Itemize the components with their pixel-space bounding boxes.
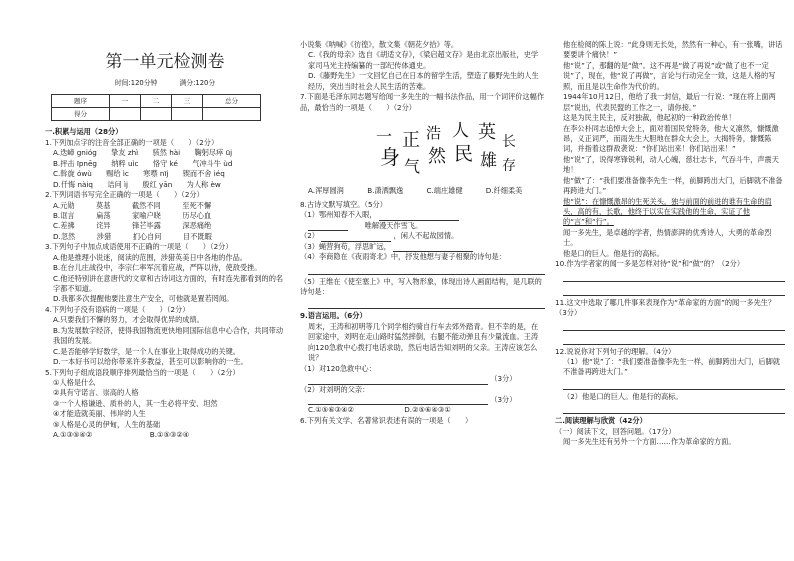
option-text: C.《我的母亲》选自《胡适文存》，《梁启超文存》是由北京出版社，史学家司马光主持编纂的一部纪传体通史。 bbox=[308, 50, 539, 70]
score-cell[interactable] bbox=[203, 108, 261, 121]
option-text: D.仟悔 nàiq 诘问 ìj 殷红 yān 为人称 èw bbox=[53, 179, 221, 189]
subsection-heading: （一）阅读下文，回答问题。（17分） bbox=[555, 426, 676, 436]
answer-line[interactable] bbox=[563, 319, 785, 331]
exam-meta bbox=[45, 79, 285, 89]
option-text: B.诓言 扁荡 家喻户晓 历尽心血 bbox=[53, 210, 212, 220]
option-text: B.抨击 īpnēg 纳粹 uìc 恪守 ké 气冲斗牛 ùd bbox=[53, 158, 233, 168]
sub-question: （2）他是口的巨人。他是行的高标。 bbox=[563, 391, 683, 401]
calligraphy-char: 人 bbox=[452, 121, 469, 142]
fill-item: （3）蝇营狗苟，浮思旷远， bbox=[300, 242, 545, 252]
sentence-item: ③一个人格谦逊、质朴的人，其一生必将平安、坦然 bbox=[53, 398, 218, 408]
fill-item: （2）对刘明的父亲： bbox=[300, 384, 370, 394]
option-text: A.迭嶂 gnióg 挚友 zhì 骇然 hài 鞠躬尽瘁 ūj bbox=[53, 148, 233, 158]
score-cell[interactable] bbox=[109, 108, 140, 121]
answer-line[interactable] bbox=[563, 378, 785, 390]
fill-item: （3分） bbox=[300, 374, 545, 384]
option-text: B.在台儿庄战役中，李宗仁率军沉着应战，严阵以待，使敌受挫。 bbox=[53, 263, 262, 273]
fill-item: （1）鄂州知春不入眼， bbox=[300, 210, 545, 220]
passage-paragraph: 1944年10月12日，他给了我一封信，最后一行说：“现在将上面两层”说出，代表民盟的工作之一，请你接。” bbox=[563, 92, 776, 112]
question-text: 2.下列词语书写完全正确的一项是（ ）（2分） bbox=[45, 190, 204, 200]
section-heading: 二.阅读理解与欣赏（42分） bbox=[555, 416, 647, 426]
calligraphy-char: 英 bbox=[478, 122, 496, 144]
option-text: D.我都多次提醒他要注意生产安全，可他就是置若罔闻。 bbox=[53, 294, 234, 304]
option-text: D.一本好书可以给你带来许多教益，甚至可以影响你的一生。 bbox=[53, 357, 248, 367]
option-text: C.他还特别讲在意唐代的文章和古诗词这方面的，有时连先都看到的的名字都不知道。 bbox=[53, 273, 284, 294]
passage-text: 周末，王涛和初明等几个同学相约骑自行车去郊外踏青。但不幸的是，在回家途中，刘明在走山路时猛然摔倒，右腿不能动弹且有少量流血。王涛向120急救中心拨打电话求助，然后电话告知刘明的父亲。王涛应该怎么说？ bbox=[308, 321, 539, 363]
fill-item: （5）王维在《使至塞上》中，写入物形象，体现出诗人画面结构，是几联的诗句是： bbox=[300, 276, 542, 296]
exam-time: 时间:120分钟 bbox=[114, 78, 158, 87]
question-text: 12.说说你对下列句子的理解。（4分） bbox=[555, 346, 676, 356]
answer-line[interactable] bbox=[563, 333, 785, 345]
exam-score: 满分:120分 bbox=[179, 78, 216, 87]
fill-item: （3分） bbox=[300, 395, 545, 405]
question-text: 11.这文中选取了哪几件事来表现作为“革命家的方面”的闻一多先生？（3分） bbox=[555, 297, 776, 318]
fill-item: （1）对120急救中心： bbox=[300, 363, 376, 373]
q7-option-c[interactable]: C.端庄雄健 bbox=[426, 185, 463, 195]
answer-line[interactable] bbox=[563, 284, 785, 296]
score-cell[interactable] bbox=[172, 108, 203, 121]
passage-paragraph: 他“说”了，说得寒锋锐利，动人心魄，慈壮志卡，气吞斗牛，声震天地！ bbox=[563, 154, 779, 175]
passage-paragraph: 他“做”了：“我们要准备像李先生一样，前脚跨出大门，后脚就不准备再跨进大门。” bbox=[563, 175, 783, 196]
sentence-item: ①人格是什么 bbox=[53, 377, 96, 387]
left-column bbox=[45, 0, 285, 561]
option-text: A.元勋 莫基 截然不同 至死不懈 bbox=[53, 200, 212, 210]
option-text: D.《藤野先生》一文回忆自己在日本的留学生活，塑造了藤野先生的人生经历，突出当时社会人民生活的苦难。 bbox=[308, 71, 539, 91]
calligraphy-char: 存 bbox=[502, 158, 516, 175]
option-text: A.①③⑤④② B.①⑤③②④ bbox=[53, 430, 190, 440]
passage-paragraph: 他是口的巨人。他是行的高标。 bbox=[563, 248, 664, 258]
sentence-item: ⑤人格是心灵的伊甸，人生的基础 bbox=[53, 419, 161, 429]
calligraphy-image bbox=[370, 116, 520, 178]
passage-paragraph: 闻一多先生，是卓越的学者，热情澎湃的优秀诗人，大勇的革命烈士。 bbox=[563, 227, 772, 248]
score-header-cell: 题序 bbox=[52, 95, 110, 108]
middle-column bbox=[300, 0, 545, 561]
score-header-cell: 一 bbox=[109, 95, 140, 108]
calligraphy-char: 浩 bbox=[426, 124, 442, 143]
passage-paragraph: 他“说”了，那翻的是“做”。这不再是“做了再说”或“做了也不一定说”了，现在，他“说了再做”，言论与行动完全一致，这是人格的写照，而且是以生命作为代价的。 bbox=[563, 60, 776, 91]
calligraphy-char: 一 bbox=[376, 127, 393, 147]
q7-option-b[interactable]: B.潇洒飘逸 bbox=[367, 185, 404, 195]
calligraphy-char: 然 bbox=[428, 146, 446, 168]
answer-line[interactable] bbox=[563, 270, 785, 282]
score-table-header bbox=[52, 95, 261, 108]
option-text: C.斡旋 ówù 赐给 ìc 寒噤 nīj 锲而不舍 iéq bbox=[53, 169, 225, 179]
passage-paragraph: 他在检阅的陈上说：“此身则无长处，然然有一种心，有一张嘴，讲话要要讲个痛快！” bbox=[563, 40, 783, 60]
option-text: B.为发展数字经济，使得我国物流更快地同国际信息中心合作，共同带动我国的发展。 bbox=[53, 325, 284, 346]
option-text: C.是否能够学好数学，是一个人在事业上取得成功的关键。 bbox=[53, 346, 240, 356]
calligraphy-char: 长 bbox=[502, 134, 516, 151]
option-text: 小说集《呐喊》《彷徨》，散文集《朝花夕拾》等。 bbox=[300, 40, 459, 49]
option-text: C.差拂 诧异 锋芒毕露 深恶痛绝 bbox=[53, 221, 212, 231]
question-text: 8.古诗文默写填空。（5分） bbox=[300, 199, 387, 209]
sentence-item: ④才能造就美丽、伟岸的人生 bbox=[53, 409, 146, 419]
calligraphy-char: 雄 bbox=[480, 151, 497, 172]
option-text: A.他是推理小说迷，阅读的范围，涉猎英美日中各地的作品。 bbox=[53, 252, 247, 262]
fill-item: （4）李商隐在《夜雨寄北》中，抒发他想与妻子相聚的诗句是： bbox=[300, 252, 506, 262]
score-table bbox=[51, 94, 261, 121]
score-cell[interactable] bbox=[140, 108, 171, 121]
calligraphy-char: 身 bbox=[380, 145, 400, 170]
calligraphy-char: 民 bbox=[454, 143, 474, 166]
score-table-row bbox=[52, 108, 261, 121]
section-heading: 一.积累与运用（28分） bbox=[45, 127, 123, 137]
passage-paragraph: 在李公朴同志追悼大会上，面对着国民党特务，他大义凛然，慷慨激昂，义正词严，而雨先生大胆地在群众大会上，大揭特务，慷慨陈词，并指着这群敌袭说：“你们站出来！你们站出来！” bbox=[563, 123, 779, 154]
fill-item: （2） ，闲人不起故园情。 bbox=[300, 231, 459, 241]
question-text: 5.下列句子组成语段顺序排列最恰当的一项是（ ）（2分） bbox=[45, 367, 240, 377]
sub-question: （1）他“说”了：“我们要准备像李先生一样，前脚跨出大门，后脚就不准备再跨进大门。” bbox=[563, 356, 780, 377]
question-text: 10.作为学者家的闻一多是怎样对待“说”和“做”的？（2分） bbox=[555, 259, 745, 269]
score-header-cell: 二 bbox=[140, 95, 171, 108]
passage-paragraph: 他“说”：在慷慨激昂的生死关头，独与前面的前进的谁有生命的肩头，高的有，长歌，他终于以实在实践他的生命，实证了他的“言”和“行”。 bbox=[563, 196, 772, 227]
q7-options bbox=[300, 186, 545, 196]
answer-line[interactable] bbox=[308, 297, 545, 309]
answer-line[interactable] bbox=[308, 263, 545, 275]
question-text: 4.下列句子没有语病的一项是（ ）（2分） bbox=[45, 304, 190, 314]
calligraphy-char: 正 bbox=[402, 130, 420, 152]
q7-option-a[interactable]: A.浑厚圆润 bbox=[308, 185, 344, 195]
score-row-label: 得分 bbox=[52, 108, 110, 121]
question-text: 7.下面是毛泽东同志题写给闻一多先生的一幅书法作品，用一个词评价这幅作品，最恰当的一项是（ ）（2分） bbox=[300, 92, 545, 112]
q7-option-d[interactable]: D.纤细柔美 bbox=[485, 185, 523, 195]
calligraphy-char: 气 bbox=[404, 157, 421, 177]
score-header-cell: 总分 bbox=[203, 95, 261, 108]
page-title: 第一单元检测卷 bbox=[105, 52, 225, 72]
option-text: A.只要我们不懈的努力，才会取得优异的成绩。 bbox=[53, 315, 204, 325]
question-text: 6.下列有关文学、名著常识表述有误的一项是（ ） bbox=[300, 415, 473, 425]
option-text: D.忽然 涉猎 扪心自问 目不既暇 bbox=[53, 231, 212, 241]
fill-item: 唯解漫天作雪飞。 bbox=[300, 221, 545, 231]
option-text: C.①⑤⑥③④② D.②⑤⑥④③① bbox=[308, 405, 451, 415]
question-text: 1.下列加点字的注音全部正确的一项是（ ）（2分） bbox=[45, 137, 219, 147]
passage-paragraph: 这是为民主民主，反对独裁，他起初的一种政治传单！ bbox=[563, 113, 736, 123]
sentence-item: ②具有守诺言、崇高的人格 bbox=[53, 388, 139, 398]
question-text: 9.语言运用。（6分） bbox=[300, 311, 367, 321]
passage-paragraph: 闻一多先生还有另外一个方面……作为革命家的方面。 bbox=[563, 437, 736, 447]
question-text: 3.下列句子中加点成语使用不正确的一项是（ ）（2分） bbox=[45, 242, 233, 252]
right-column bbox=[555, 0, 785, 561]
answer-line[interactable] bbox=[563, 402, 785, 414]
score-header-cell: 三 bbox=[172, 95, 203, 108]
